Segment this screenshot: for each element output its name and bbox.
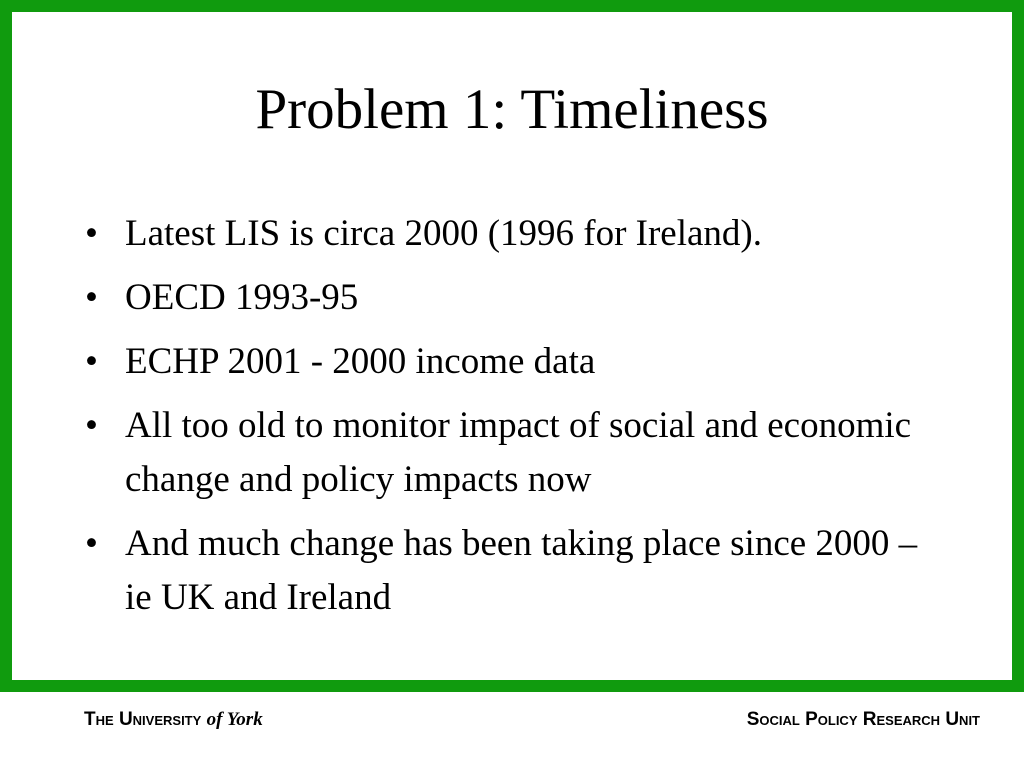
bullet-marker: • [85, 405, 98, 446]
footer-university-place: of York [206, 709, 263, 730]
bullet-text: Latest LIS is circa 2000 (1996 for Ireland). [125, 213, 763, 254]
bullet-marker: • [85, 277, 98, 318]
footer-university-name: The University [84, 709, 202, 730]
bullet-marker: • [85, 213, 98, 254]
footer-research-unit: Social Policy Research Unit [746, 709, 980, 730]
bullet-text: All too old to monitor impact of social and economic change and policy impacts now [125, 405, 912, 500]
footer-institution [84, 709, 263, 731]
bullet-text: ECHP 2001 - 2000 income data [125, 341, 596, 382]
bullet-item [80, 399, 940, 507]
bullet-item [80, 207, 940, 261]
slide-footer [0, 692, 1024, 768]
bullet-list [80, 207, 940, 635]
bullet-item [80, 517, 940, 625]
bullet-text: OECD 1993-95 [125, 277, 359, 318]
bullet-text: And much change has been taking place since 2000 – ie UK and Ireland [125, 523, 918, 618]
bullet-item [80, 335, 940, 389]
bullet-marker: • [85, 341, 98, 382]
slide-title: Problem 1: Timeliness [255, 78, 769, 141]
bullet-marker: • [85, 523, 98, 564]
bullet-item [80, 271, 940, 325]
